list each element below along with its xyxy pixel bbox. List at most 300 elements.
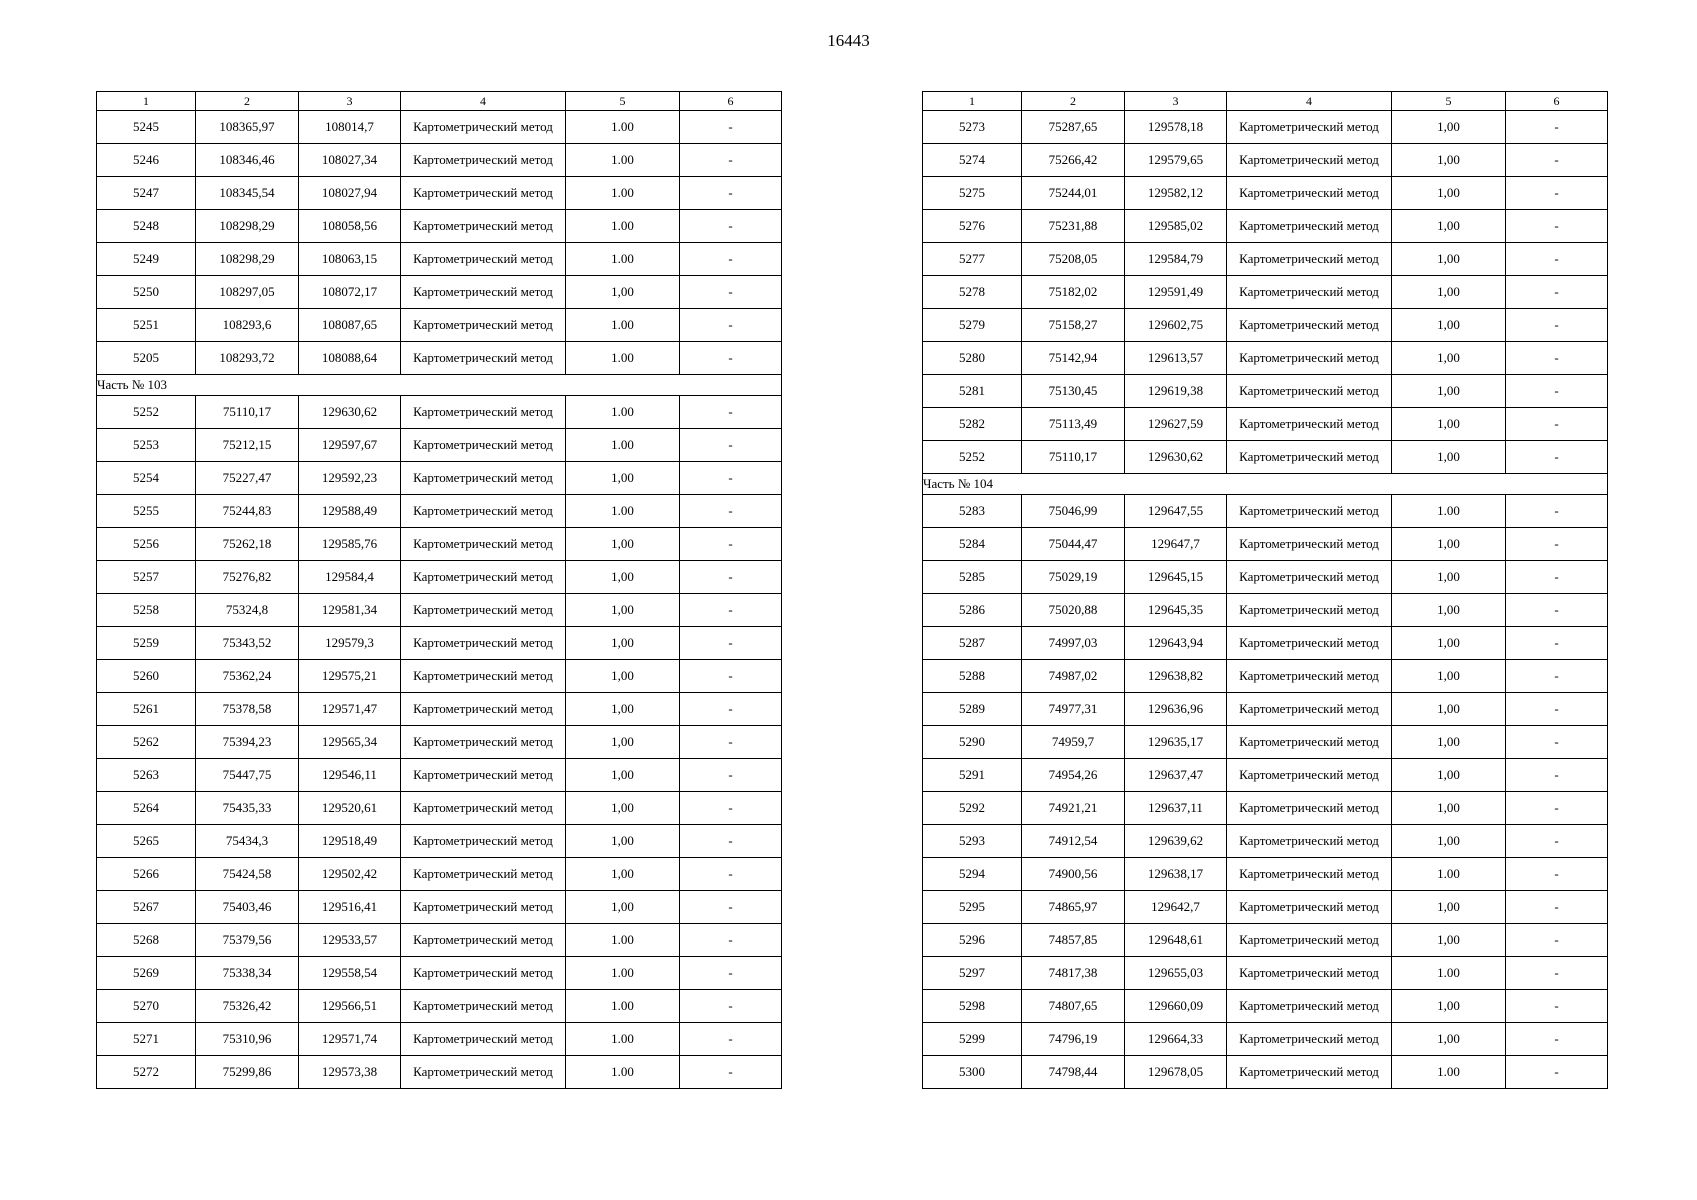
table-cell: -: [680, 792, 782, 825]
table-row: [97, 726, 782, 759]
table-cell: 75029,19: [1022, 561, 1125, 594]
table-cell: 5245: [97, 111, 196, 144]
table-cell: -: [1506, 1056, 1608, 1089]
table-cell: 5286: [923, 594, 1022, 627]
table-cell: Картометрический метод: [401, 957, 566, 990]
table-cell: 129635,17: [1125, 726, 1227, 759]
table-row: [97, 144, 782, 177]
table-cell: -: [1506, 441, 1608, 474]
table-cell: 129602,75: [1125, 309, 1227, 342]
table-cell: 74921,21: [1022, 792, 1125, 825]
table-row: [97, 594, 782, 627]
table-cell: 5252: [97, 396, 196, 429]
table-cell: 5280: [923, 342, 1022, 375]
table-cell: Картометрический метод: [401, 462, 566, 495]
table-cell: Картометрический метод: [1227, 111, 1392, 144]
table-row: [923, 177, 1608, 210]
left-table-body: [97, 111, 782, 1089]
table-cell: 1,00: [1392, 1023, 1506, 1056]
table-cell: Картометрический метод: [401, 210, 566, 243]
table-cell: 75326,42: [196, 990, 299, 1023]
table-cell: 129575,21: [299, 660, 401, 693]
table-cell: 5253: [97, 429, 196, 462]
table-cell: 1,00: [1392, 375, 1506, 408]
table-cell: 1,00: [1392, 726, 1506, 759]
table-cell: 75182,02: [1022, 276, 1125, 309]
table-cell: 129585,02: [1125, 210, 1227, 243]
table-cell: 108298,29: [196, 243, 299, 276]
table-cell: Картометрический метод: [1227, 561, 1392, 594]
table-cell: 5273: [923, 111, 1022, 144]
table-cell: Картометрический метод: [401, 396, 566, 429]
table-row: [923, 528, 1608, 561]
table-cell: -: [680, 924, 782, 957]
table-cell: 75046,99: [1022, 495, 1125, 528]
table-cell: 1,00: [1392, 627, 1506, 660]
table-cell: 129638,82: [1125, 660, 1227, 693]
table-cell: 1,00: [1392, 177, 1506, 210]
table-cell: 129647,55: [1125, 495, 1227, 528]
table-cell: 75158,27: [1022, 309, 1125, 342]
table-cell: 5264: [97, 792, 196, 825]
table-cell: 129627,59: [1125, 408, 1227, 441]
table-row: [97, 210, 782, 243]
table-cell: -: [1506, 858, 1608, 891]
table-cell: Картометрический метод: [1227, 924, 1392, 957]
table-cell: 1,00: [566, 891, 680, 924]
table-cell: 5281: [923, 375, 1022, 408]
table-cell: 1.00: [566, 1056, 680, 1089]
table-row: [97, 792, 782, 825]
table-cell: 1,00: [1392, 891, 1506, 924]
table-cell: -: [1506, 243, 1608, 276]
table-cell: Картометрический метод: [1227, 660, 1392, 693]
table-cell: 5271: [97, 1023, 196, 1056]
table-cell: 129584,4: [299, 561, 401, 594]
table-cell: -: [680, 144, 782, 177]
table-cell: 75378,58: [196, 693, 299, 726]
table-row: [923, 594, 1608, 627]
table-cell: 129581,34: [299, 594, 401, 627]
table-cell: Картометрический метод: [401, 111, 566, 144]
table-cell: 5270: [97, 990, 196, 1023]
table-row: [923, 561, 1608, 594]
table-cell: Картометрический метод: [1227, 276, 1392, 309]
table-row: [97, 111, 782, 144]
table-cell: Картометрический метод: [401, 693, 566, 726]
table-row: [923, 990, 1608, 1023]
column-header: 3: [1125, 92, 1227, 111]
table-cell: -: [1506, 408, 1608, 441]
table-cell: 1,00: [566, 276, 680, 309]
table-cell: 75044,47: [1022, 528, 1125, 561]
table-cell: 75262,18: [196, 528, 299, 561]
table-cell: Картометрический метод: [1227, 528, 1392, 561]
table-cell: Картометрический метод: [401, 594, 566, 627]
table-cell: 1,00: [566, 759, 680, 792]
table-cell: 1,00: [1392, 408, 1506, 441]
table-cell: -: [680, 660, 782, 693]
table-cell: 5254: [97, 462, 196, 495]
table-row: [97, 1023, 782, 1056]
table-cell: Картометрический метод: [401, 528, 566, 561]
table-cell: -: [680, 825, 782, 858]
table-cell: 5279: [923, 309, 1022, 342]
table-cell: 129647,7: [1125, 528, 1227, 561]
table-cell: Картометрический метод: [401, 726, 566, 759]
table-row: [923, 1023, 1608, 1056]
column-header: 3: [299, 92, 401, 111]
table-cell: -: [1506, 561, 1608, 594]
table-cell: 1,00: [566, 825, 680, 858]
table-cell: Картометрический метод: [401, 561, 566, 594]
column-header: 6: [1506, 92, 1608, 111]
table-cell: 108365,97: [196, 111, 299, 144]
coordinates-table-left: [96, 91, 782, 1089]
table-cell: -: [1506, 891, 1608, 924]
table-cell: 129597,67: [299, 429, 401, 462]
table-cell: 74857,85: [1022, 924, 1125, 957]
table-cell: 129645,35: [1125, 594, 1227, 627]
table-cell: 129664,33: [1125, 1023, 1227, 1056]
table-cell: 1,00: [1392, 210, 1506, 243]
table-row: [923, 408, 1608, 441]
table-cell: Картометрический метод: [401, 891, 566, 924]
table-cell: 108014,7: [299, 111, 401, 144]
table-cell: Картометрический метод: [1227, 408, 1392, 441]
column-header: 1: [97, 92, 196, 111]
table-cell: -: [680, 429, 782, 462]
table-cell: Картометрический метод: [1227, 1056, 1392, 1089]
table-cell: 129638,17: [1125, 858, 1227, 891]
table-cell: Картометрический метод: [401, 243, 566, 276]
table-cell: 129573,38: [299, 1056, 401, 1089]
table-cell: 5262: [97, 726, 196, 759]
table-cell: 74954,26: [1022, 759, 1125, 792]
table-cell: 5300: [923, 1056, 1022, 1089]
table-cell: 129558,54: [299, 957, 401, 990]
table-cell: Картометрический метод: [1227, 594, 1392, 627]
table-cell: 75394,23: [196, 726, 299, 759]
table-cell: 5285: [923, 561, 1022, 594]
table-cell: Картометрический метод: [401, 495, 566, 528]
table-cell: -: [680, 309, 782, 342]
table-cell: 108087,65: [299, 309, 401, 342]
table-cell: 5295: [923, 891, 1022, 924]
table-cell: -: [680, 990, 782, 1023]
table-cell: 129643,94: [1125, 627, 1227, 660]
table-cell: 1,00: [1392, 561, 1506, 594]
table-cell: 108027,94: [299, 177, 401, 210]
table-cell: 75324,8: [196, 594, 299, 627]
table-cell: 5291: [923, 759, 1022, 792]
table-cell: 5268: [97, 924, 196, 957]
table-cell: 1,00: [1392, 693, 1506, 726]
table-cell: 108297,05: [196, 276, 299, 309]
table-row: [97, 342, 782, 375]
table-cell: 75212,15: [196, 429, 299, 462]
table-cell: 5276: [923, 210, 1022, 243]
table-cell: 74900,56: [1022, 858, 1125, 891]
table-cell: -: [1506, 342, 1608, 375]
table-cell: 129645,15: [1125, 561, 1227, 594]
table-cell: Картометрический метод: [401, 858, 566, 891]
table-cell: Картометрический метод: [401, 660, 566, 693]
table-cell: 5266: [97, 858, 196, 891]
table-cell: Картометрический метод: [1227, 495, 1392, 528]
table-cell: 5261: [97, 693, 196, 726]
table-cell: 129582,12: [1125, 177, 1227, 210]
table-cell: -: [680, 528, 782, 561]
table-cell: 129591,49: [1125, 276, 1227, 309]
table-cell: 1,00: [1392, 528, 1506, 561]
table-cell: 1.00: [566, 177, 680, 210]
table-row: [97, 396, 782, 429]
column-header: 4: [1227, 92, 1392, 111]
table-cell: Картометрический метод: [401, 1056, 566, 1089]
table-cell: 5289: [923, 693, 1022, 726]
table-cell: 129660,09: [1125, 990, 1227, 1023]
table-cell: 75244,83: [196, 495, 299, 528]
table-cell: 75343,52: [196, 627, 299, 660]
table-cell: 1,00: [1392, 309, 1506, 342]
table-row: [923, 858, 1608, 891]
table-cell: -: [680, 177, 782, 210]
table-cell: -: [1506, 825, 1608, 858]
table-cell: Картометрический метод: [401, 276, 566, 309]
table-row: [97, 924, 782, 957]
table-cell: 108072,17: [299, 276, 401, 309]
table-cell: Картометрический метод: [401, 429, 566, 462]
table-cell: 1.00: [566, 111, 680, 144]
table-row: [923, 957, 1608, 990]
table-cell: 1,00: [1392, 990, 1506, 1023]
table-cell: -: [1506, 759, 1608, 792]
section-label: Часть № 103: [97, 375, 782, 396]
table-cell: 1.00: [566, 243, 680, 276]
table-cell: 1,00: [1392, 594, 1506, 627]
table-cell: Картометрический метод: [1227, 759, 1392, 792]
table-row: [923, 210, 1608, 243]
table-cell: 5274: [923, 144, 1022, 177]
table-cell: Картометрический метод: [401, 1023, 566, 1056]
table-cell: -: [1506, 309, 1608, 342]
table-cell: Картометрический метод: [401, 144, 566, 177]
table-cell: -: [1506, 957, 1608, 990]
table-cell: Картометрический метод: [401, 759, 566, 792]
table-row: [923, 660, 1608, 693]
table-cell: 1.00: [566, 924, 680, 957]
table-cell: 74798,44: [1022, 1056, 1125, 1089]
table-row: [923, 891, 1608, 924]
table-cell: 75142,94: [1022, 342, 1125, 375]
column-header: 2: [1022, 92, 1125, 111]
table-cell: 75130,45: [1022, 375, 1125, 408]
table-cell: 1,00: [1392, 759, 1506, 792]
table-cell: 5275: [923, 177, 1022, 210]
table-row: [97, 243, 782, 276]
table-cell: 1,00: [1392, 792, 1506, 825]
table-cell: 108298,29: [196, 210, 299, 243]
table-row: [97, 561, 782, 594]
column-header: 4: [401, 92, 566, 111]
table-cell: 75299,86: [196, 1056, 299, 1089]
table-cell: Картометрический метод: [1227, 825, 1392, 858]
table-cell: -: [680, 891, 782, 924]
table-cell: 1.00: [1392, 495, 1506, 528]
column-header: 2: [196, 92, 299, 111]
table-row: [97, 177, 782, 210]
table-row: [97, 462, 782, 495]
table-cell: 74807,65: [1022, 990, 1125, 1023]
table-cell: -: [680, 210, 782, 243]
table-cell: 75403,46: [196, 891, 299, 924]
table-cell: 5265: [97, 825, 196, 858]
table-cell: 75110,17: [1022, 441, 1125, 474]
table-cell: 1.00: [1392, 957, 1506, 990]
table-row: [97, 1056, 782, 1089]
table-cell: 74796,19: [1022, 1023, 1125, 1056]
table-cell: -: [1506, 990, 1608, 1023]
table-cell: 1,00: [1392, 342, 1506, 375]
table-cell: 1,00: [1392, 276, 1506, 309]
table-cell: Картометрический метод: [1227, 891, 1392, 924]
table-row: [97, 759, 782, 792]
table-row: [97, 429, 782, 462]
table-cell: -: [680, 1056, 782, 1089]
table-cell: -: [680, 243, 782, 276]
table-cell: -: [680, 495, 782, 528]
table-cell: 5277: [923, 243, 1022, 276]
section-row: [923, 474, 1608, 495]
table-cell: 5247: [97, 177, 196, 210]
table-cell: 129639,62: [1125, 825, 1227, 858]
table-cell: 75020,88: [1022, 594, 1125, 627]
right-table-body: [923, 111, 1608, 1089]
table-cell: Картометрический метод: [401, 309, 566, 342]
section-label: Часть № 104: [923, 474, 1608, 495]
table-cell: 108058,56: [299, 210, 401, 243]
table-row: [97, 309, 782, 342]
table-cell: -: [680, 342, 782, 375]
table-cell: 75447,75: [196, 759, 299, 792]
table-cell: 5288: [923, 660, 1022, 693]
table-cell: 108345,54: [196, 177, 299, 210]
table-cell: Картометрический метод: [1227, 375, 1392, 408]
column-header: 1: [923, 92, 1022, 111]
table-cell: Картометрический метод: [1227, 309, 1392, 342]
table-cell: 1.00: [566, 210, 680, 243]
table-cell: 1,00: [566, 726, 680, 759]
page-number: 16443: [827, 31, 870, 50]
table-row: [923, 627, 1608, 660]
table-cell: 129533,57: [299, 924, 401, 957]
table-cell: -: [680, 627, 782, 660]
table-cell: 108027,34: [299, 144, 401, 177]
table-cell: -: [1506, 375, 1608, 408]
table-cell: 5205: [97, 342, 196, 375]
table-cell: 129546,11: [299, 759, 401, 792]
table-cell: -: [680, 396, 782, 429]
table-row: [923, 342, 1608, 375]
table-row: [923, 495, 1608, 528]
table-row: [923, 243, 1608, 276]
table-cell: 129588,49: [299, 495, 401, 528]
table-cell: 75266,42: [1022, 144, 1125, 177]
table-cell: -: [1506, 111, 1608, 144]
table-cell: 129637,47: [1125, 759, 1227, 792]
table-cell: 1,00: [566, 660, 680, 693]
coordinates-table-right: [922, 91, 1608, 1089]
table-cell: 1,00: [1392, 243, 1506, 276]
table-cell: -: [1506, 693, 1608, 726]
table-cell: 129619,38: [1125, 375, 1227, 408]
table-cell: 5257: [97, 561, 196, 594]
table-cell: 5246: [97, 144, 196, 177]
table-cell: 108063,15: [299, 243, 401, 276]
table-cell: Картометрический метод: [401, 990, 566, 1023]
column-header: 6: [680, 92, 782, 111]
table-cell: 5294: [923, 858, 1022, 891]
table-cell: 74865,97: [1022, 891, 1125, 924]
table-row: [97, 957, 782, 990]
table-row: [97, 990, 782, 1023]
table-cell: 1,00: [566, 594, 680, 627]
table-cell: Картометрический метод: [1227, 693, 1392, 726]
table-cell: 5278: [923, 276, 1022, 309]
table-cell: 1,00: [566, 528, 680, 561]
table-cell: 75110,17: [196, 396, 299, 429]
table-cell: Картометрический метод: [1227, 957, 1392, 990]
table-cell: 129585,76: [299, 528, 401, 561]
table-cell: 5250: [97, 276, 196, 309]
table-cell: -: [1506, 210, 1608, 243]
table-cell: 5263: [97, 759, 196, 792]
table-cell: 75338,34: [196, 957, 299, 990]
table-row: [97, 891, 782, 924]
table-cell: 5248: [97, 210, 196, 243]
table-cell: 5251: [97, 309, 196, 342]
table-row: [923, 144, 1608, 177]
table-cell: 74959,7: [1022, 726, 1125, 759]
table-row: [923, 759, 1608, 792]
table-cell: Картометрический метод: [1227, 990, 1392, 1023]
table-cell: 129578,18: [1125, 111, 1227, 144]
table-cell: 1,00: [1392, 924, 1506, 957]
table-cell: 1,00: [566, 561, 680, 594]
table-cell: -: [680, 759, 782, 792]
table-cell: 75310,96: [196, 1023, 299, 1056]
table-cell: -: [1506, 177, 1608, 210]
table-cell: 5297: [923, 957, 1022, 990]
table-cell: 129648,61: [1125, 924, 1227, 957]
table-cell: -: [680, 1023, 782, 1056]
table-cell: 129584,79: [1125, 243, 1227, 276]
table-cell: Картометрический метод: [1227, 144, 1392, 177]
table-cell: Картометрический метод: [1227, 177, 1392, 210]
table-cell: 75276,82: [196, 561, 299, 594]
table-cell: -: [1506, 627, 1608, 660]
table-cell: Картометрический метод: [401, 627, 566, 660]
table-cell: 1,00: [566, 792, 680, 825]
table-cell: -: [680, 957, 782, 990]
table-cell: 5298: [923, 990, 1022, 1023]
table-cell: 5290: [923, 726, 1022, 759]
table-cell: 1,00: [1392, 660, 1506, 693]
table-row: [923, 111, 1608, 144]
table-cell: -: [680, 276, 782, 309]
table-cell: 129592,23: [299, 462, 401, 495]
